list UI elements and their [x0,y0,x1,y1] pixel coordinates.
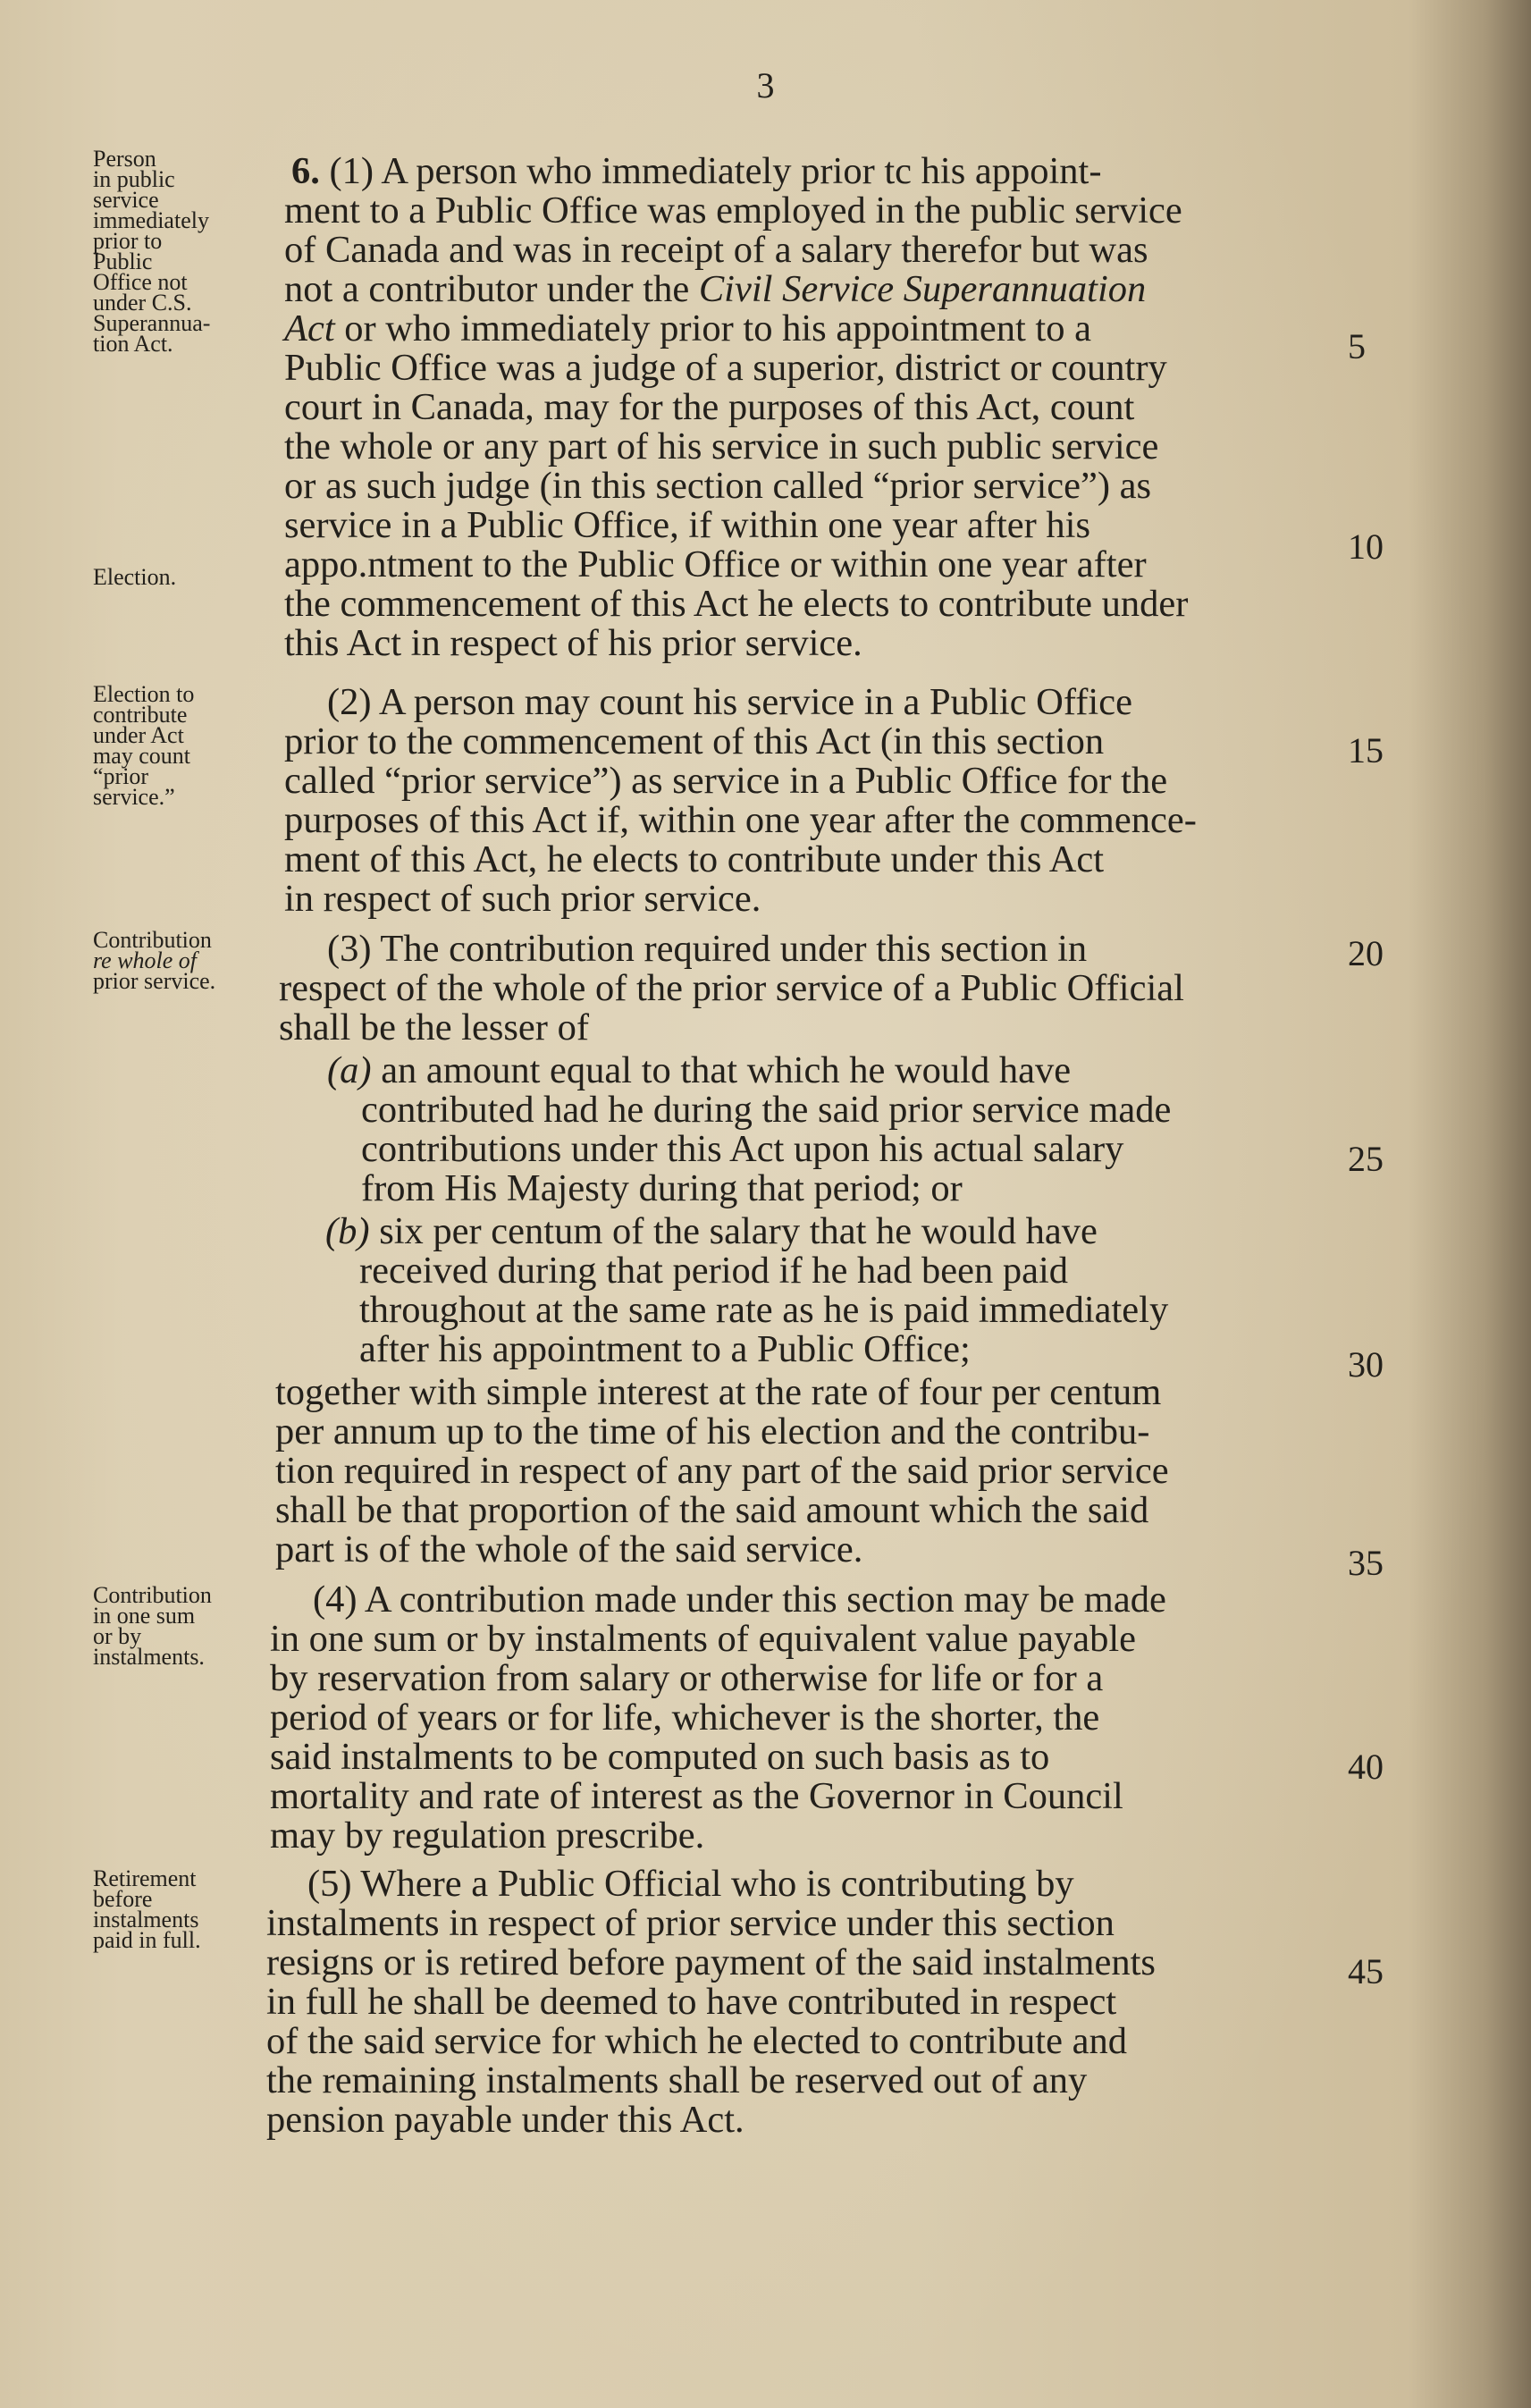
text-line: part is of the whole of the said service. [275,1528,863,1570]
margin-note-line: service [93,187,159,213]
text-line: mortality and rate of interest as the Governor in Council [270,1775,1123,1817]
text-line: received during that period if he had been paid [359,1250,1069,1292]
text-line: tion required in respect of any part of the said prior service [275,1450,1169,1492]
margin-note-line: or by [93,1623,142,1649]
text-line: contributed had he during the said prior service made [361,1089,1172,1131]
line-number: 35 [1348,1543,1384,1583]
text-line: the whole or any part of his service in such public service [284,425,1159,467]
margin-note-contribution-instalments [93,1582,263,1670]
text-span-italic: Act [284,307,335,349]
text-line: resigns or is retired before payment of the said instalments [266,1941,1156,1983]
text-line: ment to a Public Office was employed in the public service [284,189,1182,232]
text-line: in full he shall be deemed to have contributed in respect [266,1981,1117,2023]
text-line: or as such judge (in this section called “prior service”) as [284,465,1152,507]
text-line: (4) A contribution made under this section may be made [313,1579,1166,1621]
margin-note-line: Public [93,248,153,274]
text-span: (1) A person who immediately prior tc his appoint- [329,150,1102,192]
text-line: service in a Public Office, if within one year after his [284,504,1091,546]
text-line: in respect of such prior service. [284,878,761,920]
margin-note-line: Person [93,146,156,172]
section-number: 6. [291,150,320,192]
text-line: by reservation from salary or otherwise for life or for a [270,1657,1104,1699]
text-span-italic: Civil Service Superannuation [698,268,1147,310]
text-line: prior to the commencement of this Act (in this section [284,720,1105,762]
margin-note-line: in one sum [93,1603,196,1629]
page-number: 3 [756,65,775,105]
text-line: appo.ntment to the Public Office or within one year after [284,543,1147,585]
text-span: an amount equal to that which he would have [371,1049,1072,1091]
margin-note-line: contribute [93,702,188,728]
text-line [325,1212,1098,1251]
margin-note-retirement-before-instalments [93,1865,263,1953]
margin-note-line: service.” [93,784,175,810]
margin-note-line: in public [93,166,175,192]
margin-note-election-to-contribute [93,681,263,810]
text-span: or who immediately prior to his appointment to a [334,307,1091,349]
text-line: contributions under this Act upon his actual salary [361,1128,1124,1170]
margin-note-line: re whole of [93,947,198,973]
text-span: six per centum of the salary that he would have [369,1210,1098,1252]
margin-note-line: before [93,1886,153,1912]
text-line: after his appointment to a Public Office; [359,1328,971,1370]
text-line: instalments in respect of prior service under this section [266,1902,1115,1944]
text-line: may by regulation prescribe. [270,1814,705,1857]
text-line [291,152,1102,191]
text-line: of the said service for which he elected to contribute and [266,2020,1127,2062]
margin-note-line: may count [93,743,191,769]
line-number: 30 [1348,1344,1384,1385]
text-line: per annum up to the time of his election and the contribu- [275,1410,1150,1452]
margin-note-line: instalments [93,1907,199,1932]
line-number: 45 [1348,1951,1384,1991]
margin-note-election [93,564,263,590]
text-line [327,1051,1071,1090]
margin-note-line: under C.S. [93,290,192,316]
text-line: (5) Where a Public Official who is contributing by [307,1863,1074,1905]
margin-note-line: Office not [93,269,188,295]
text-line: said instalments to be computed on such basis as to [270,1736,1050,1778]
text-line: this Act in respect of his prior service. [284,622,862,664]
text-line: shall be the lesser of [279,1006,589,1048]
margin-note-line: Retirement [93,1865,197,1891]
text-span-italic: (b) [325,1210,370,1252]
margin-note-line: Election. [93,564,177,590]
margin-note-line: “prior [93,763,149,789]
text-line: called “prior service”) as service in a Public Office for the [284,760,1168,802]
text-span-italic: (a) [327,1049,372,1091]
text-line: throughout at the same rate as he is paid immediately [359,1289,1169,1331]
margin-note-line: instalments. [93,1644,205,1670]
line-number: 15 [1348,730,1384,770]
text-line: the commencement of this Act he elects to contribute under [284,583,1189,625]
line-number: 25 [1348,1139,1384,1179]
text-line: in one sum or by instalments of equivalent value payable [270,1618,1136,1660]
text-line: of Canada and was in receipt of a salary therefor but was [284,229,1148,271]
margin-note-line: immediately [93,207,209,233]
text-line: the remaining instalments shall be reserved out of any [266,2059,1088,2101]
line-number: 40 [1348,1747,1384,1787]
text-line: together with simple interest at the rate of four per centum [275,1371,1162,1413]
margin-note-line: Superannua- [93,310,211,336]
text-line: period of years or for life, whichever is the shorter, the [270,1697,1100,1739]
line-number: 20 [1348,933,1384,973]
text-line: (3) The contribution required under this section in [327,928,1088,970]
text-line: (2) A person may count his service in a Public Office [327,681,1132,723]
text-line: ment of this Act, he elects to contribute under this Act [284,838,1105,880]
text-line: from His Majesty during that period; or [361,1167,963,1209]
line-number: 10 [1348,526,1384,567]
margin-note-contribution-re-whole [93,927,263,994]
text-span: not a contributor under the [284,268,699,310]
text-line: respect of the whole of the prior service of a Public Official [279,967,1184,1009]
text-line [284,270,1146,309]
margin-note-line: paid in full. [93,1927,201,1953]
margin-note-line: prior service. [93,968,216,994]
margin-note-line: Election to [93,681,195,707]
text-line: Public Office was a judge of a superior, district or country [284,347,1167,389]
margin-note-line: Contribution [93,927,212,953]
text-line: pension payable under this Act. [266,2099,744,2141]
margin-note-line: Contribution [93,1582,212,1608]
text-line: court in Canada, may for the purposes of this Act, count [284,386,1135,428]
margin-note-line: under Act [93,722,184,748]
line-number: 5 [1348,326,1366,366]
margin-note-person-in-public-service [93,146,263,357]
margin-note-line: prior to [93,228,163,254]
text-line: purposes of this Act if, within one year after the commence- [284,799,1197,841]
text-line [284,309,1091,349]
text-line: shall be that proportion of the said amount which the said [275,1489,1149,1531]
margin-note-line: tion Act. [93,331,173,357]
